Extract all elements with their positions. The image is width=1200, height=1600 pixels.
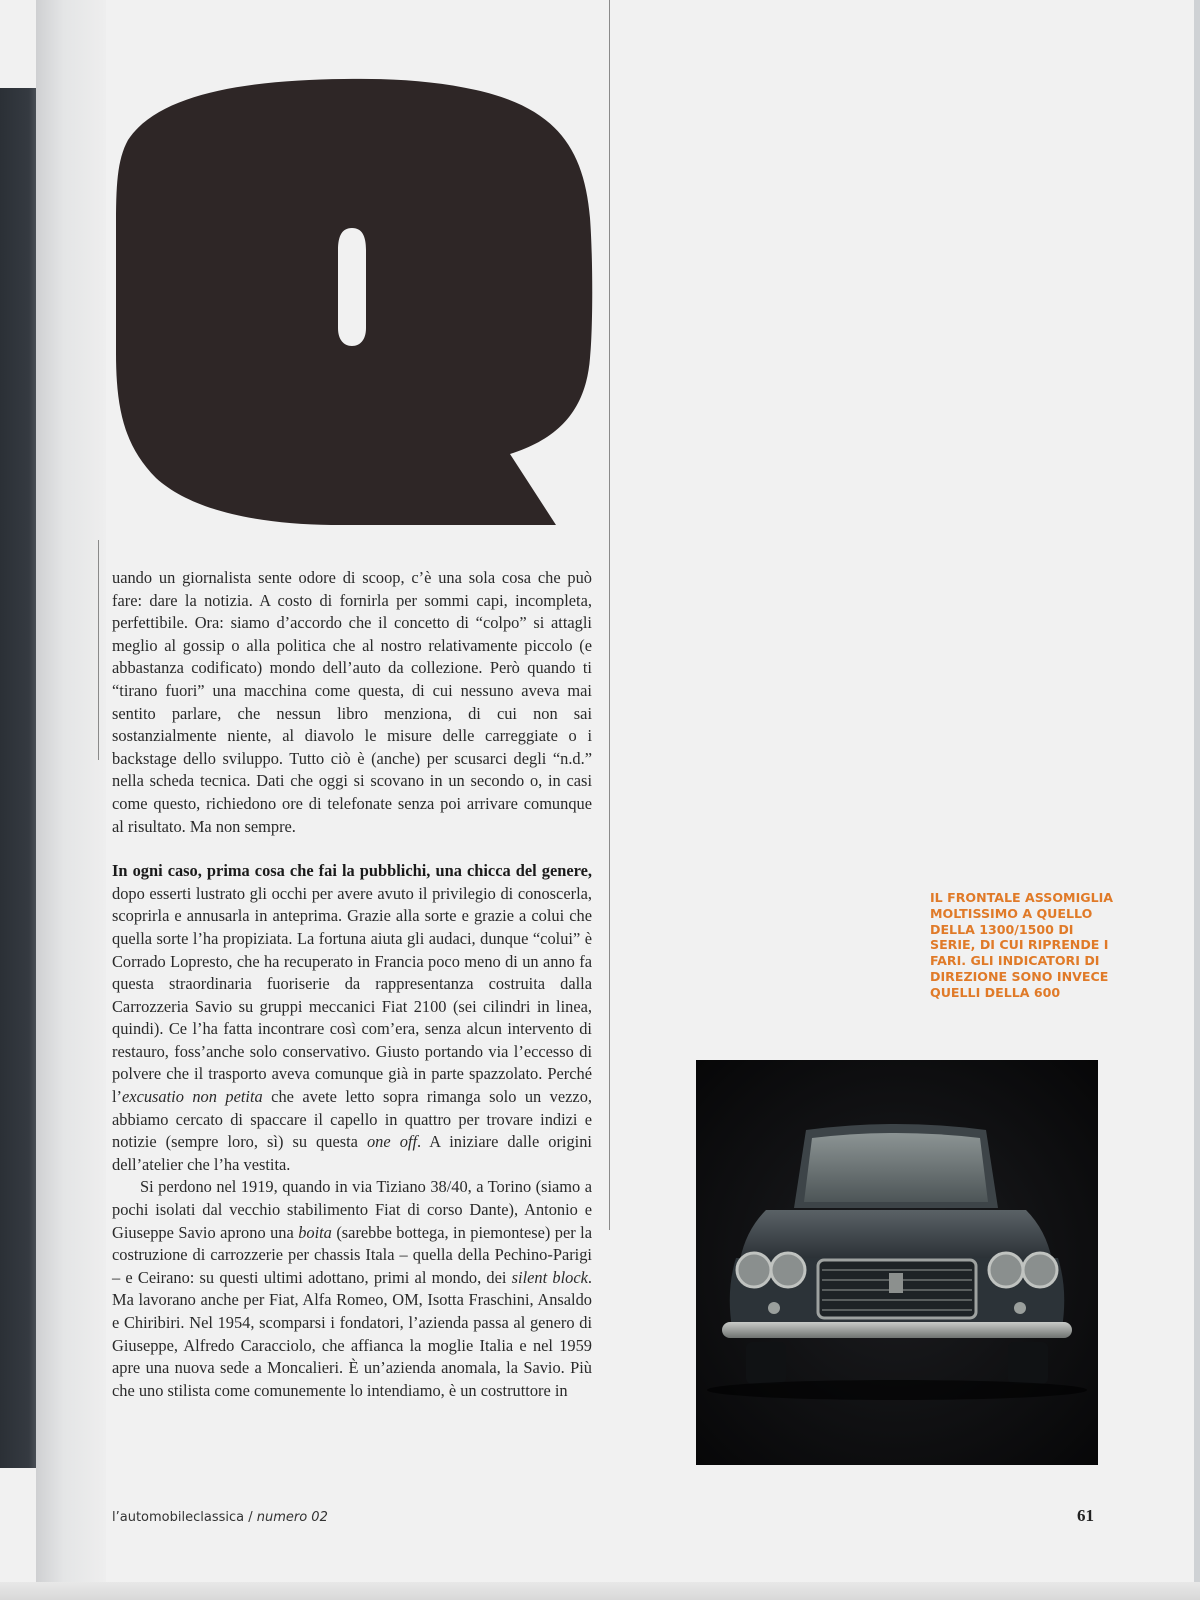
text-segment: one off — [366, 1132, 417, 1152]
car-front-photo — [696, 1060, 1098, 1465]
issue-number: numero 02 — [256, 1510, 328, 1525]
paragraph-1 — [112, 567, 592, 838]
text-segment: (sarebbe bottega, in piemontese) per la costruzione di carrozzerie per chassis Itala – quella della Pechino-Parigi – e Ceirano: su questi ultimi adottano, primi al mondo, dei — [112, 1222, 592, 1287]
text-segment: excusatio non petita — [122, 1087, 263, 1107]
photo-caption: IL FRONTALE ASSOMIGLIA MOLTISSIMO A QUELLO DELLA 1300/1500 DI SERIE, DI CUI RIPRENDE I FARI. GLI INDICATORI DI DIREZIONE SONO INVECE QUELLI DELLA 600 — [930, 890, 1114, 1000]
car-windshield — [804, 1133, 988, 1202]
page-bottom-edge — [0, 1582, 1200, 1600]
magazine-footer — [112, 1510, 328, 1525]
text-segment: dopo esserti lustrato gli occhi per avere avuto il privilegio di conoscerla, scoprirla e annusarla in anteprima. Grazie alla sorte e grazie a colui che quella sorte l’ha propiziata. La fortuna aiuta gli audaci, dunque “colui” è Corrado Lopresto, che ha recuperato in Francia poco meno di un anno fa questa straordinaria fuoriserie da rappresentanza costruita dalla Carrozzeria Savio su gruppi meccanici Fiat 2100 (sei cilindri in linea, quindi). Ce l’ha fatta incontrare così com’era, senza alcun intervento di restauro, foss’anche solo conservativo. Giusto portando via l’eccesso di polvere che il trasporto aveva comunque già in parte spazzolato. Perché l’ — [112, 883, 592, 1107]
page-fold-shadow — [36, 0, 106, 1600]
dropcap-q-glyph — [116, 79, 592, 525]
grille-badge — [889, 1273, 903, 1293]
car-illustration — [696, 1060, 1098, 1465]
indicator-right — [1014, 1302, 1026, 1314]
wheel-right — [1008, 1342, 1048, 1384]
wheel-left — [746, 1342, 786, 1384]
text-segment: uando un giornalista sente odore di scoop, c’è una sola cosa che può fare: dare la notizia. A costo di fornirla per sommi capi, incompleta, perfettibile. Ora: siamo d’accordo che il concetto di “colpo” si attagli meglio al gossip o alla politica che al nostro relativamente piccolo (e abbastanza codificato) mondo dell’auto da collezione. Però quando ti “tirano fuori” una macchina come questa, di cui nessuno aveva mai sentito parlare, che nessun libro menziona, di cui non sai sostanzialmente niente, al diavolo le misure delle carreggiate o i backstage dello sviluppo. Tutto ciò è (anche) per scusarci degli “n.d.” nella scheda tecnica. Dati che oggi si scovano in un secondo o, in casi come questo, richiedono ore di telefonate senza poi arrivare comunque al risultato. Ma non sempre. — [112, 568, 592, 836]
page-right-edge — [1194, 0, 1200, 1600]
dropcap-q — [116, 78, 606, 536]
text-segment: . A iniziare dalle origini dell’atelier che l’ha vestita. — [112, 1132, 592, 1174]
margin-rule — [98, 540, 99, 760]
headlight-right-inner — [989, 1253, 1023, 1287]
paragraph-3 — [112, 1176, 592, 1402]
article-body — [112, 567, 592, 1402]
bumper — [722, 1322, 1072, 1338]
text-segment: boita — [298, 1222, 332, 1242]
text-segment: silent block — [511, 1267, 588, 1287]
indicator-left — [768, 1302, 780, 1314]
column-divider — [609, 0, 610, 1230]
magazine-name: l’automobileclassica / — [112, 1510, 257, 1525]
headlight-right-outer — [1023, 1253, 1057, 1287]
text-segment: . Ma lavorano anche per Fiat, Alfa Romeo, OM, Isotta Fraschini, Ansaldo e Chiribiri. Nel 1954, scomparsi i fondatori, l’azienda passa al genero di Giuseppe, Alfredo Caracciolo, che affianca la moglie Italia e nel 1959 apre una nuova sede a Moncalieri. È un’azienda anomala, la Savio. Più che uno stilista come comunemente lo intendiamo, è un costruttore in — [112, 1267, 592, 1400]
text-segment: Si perdono nel 1919, quando in via Tiziano 38/40, a Torino (siamo a pochi isolati dal vecchio stabilimento Fiat di corso Dante), Antonio e Giuseppe Savio aprono una — [112, 1177, 592, 1242]
paragraph-2 — [112, 860, 592, 1176]
headlight-left-inner — [771, 1253, 805, 1287]
facing-page-edge — [0, 88, 36, 1468]
page-number: 61 — [1077, 1506, 1094, 1525]
text-segment: che avete letto sopra rimanga solo un vezzo, abbiamo cercato di spaccare il capello in quattro per trovare indizi e notizie (sempre loro, sì) su questa — [112, 1087, 592, 1152]
headlight-left-outer — [737, 1253, 771, 1287]
text-segment: In ogni caso, prima cosa che fai la pubblichi, una chicca del genere, — [112, 861, 592, 881]
car-shadow — [707, 1380, 1087, 1400]
